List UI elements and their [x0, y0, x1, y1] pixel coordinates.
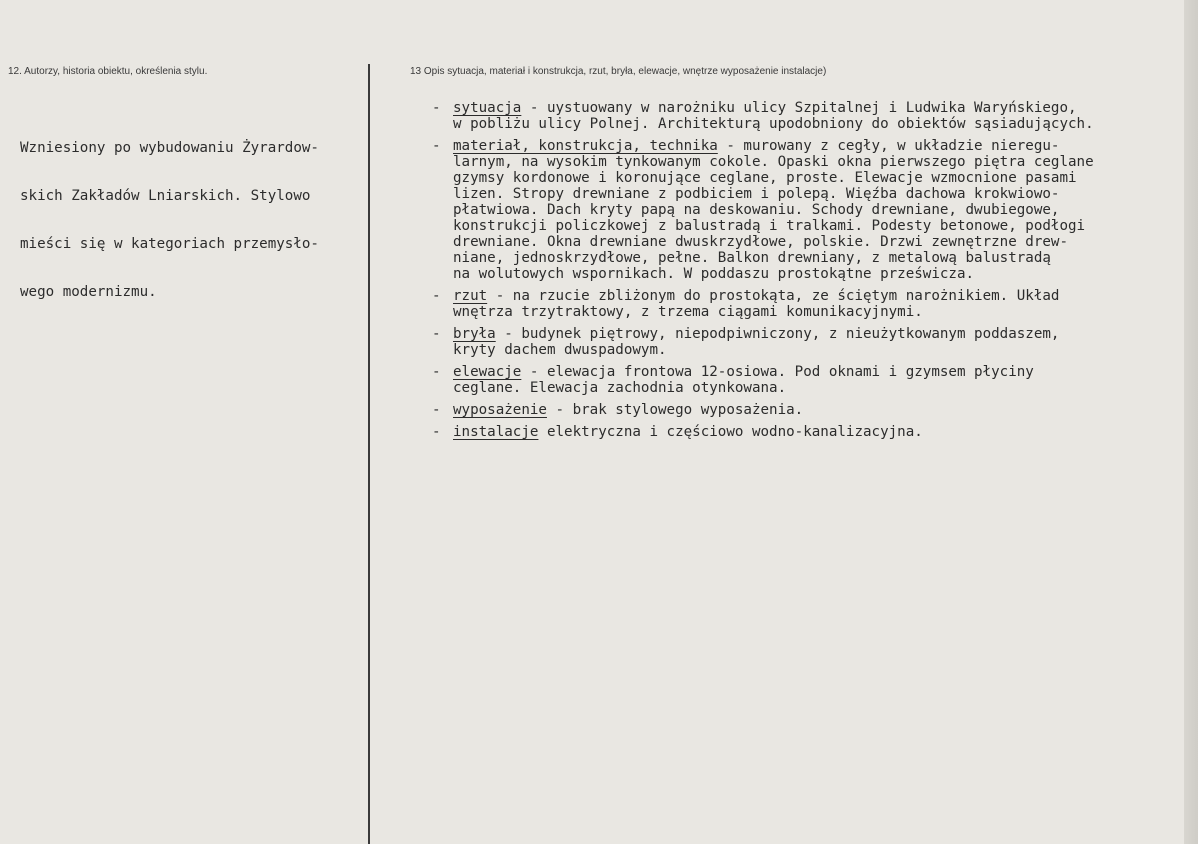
bullet-dash: - — [432, 288, 441, 304]
item-text: - elewacja frontowa 12-osiowa. Pod oknami i gzymsem płyciny — [521, 364, 1034, 380]
item-first-line — [453, 402, 1192, 418]
item-first-line — [453, 288, 1192, 304]
text-line: wego modernizmu. — [20, 284, 157, 300]
item-continuation-line: niane, jednoskrzydłowe, pełne. Balkon drewniany, z metalową balustradą — [453, 250, 1051, 266]
item-text: - murowany z cegły, w układzie nieregu- — [717, 138, 1060, 154]
section-12-heading: 12. Autorzy, historia obiektu, określenia stylu. — [8, 66, 208, 77]
list-item — [432, 288, 1192, 320]
list-item — [432, 326, 1192, 358]
bullet-dash: - — [432, 424, 441, 440]
item-continuation-line: larnym, na wysokim tynkowanym cokole. Opaski okna pierwszego piętra ceglane — [453, 154, 1094, 170]
list-item — [432, 100, 1192, 132]
bullet-dash: - — [432, 138, 441, 154]
item-label: elewacje — [453, 364, 522, 380]
item-continuation-line: wnętrza trzytraktowy, z trzema ciągami komunikacyjnymi. — [453, 304, 923, 320]
item-text: - uystuowany w narożniku ulicy Szpitalnej i Ludwika Waryńskiego, — [521, 100, 1077, 116]
item-first-line — [453, 138, 1192, 154]
bullet-dash: - — [432, 364, 441, 380]
bullet-dash: - — [432, 326, 441, 342]
item-text: - na rzucie zbliżonym do prostokąta, ze ściętym narożnikiem. Układ — [487, 288, 1060, 304]
item-first-line — [453, 424, 1192, 440]
item-label: materiał, konstrukcja, technika — [453, 138, 718, 154]
item-text: - brak stylowego wyposażenia. — [546, 402, 804, 418]
list-item — [432, 402, 1192, 418]
list-item — [432, 138, 1192, 282]
item-first-line — [453, 100, 1192, 116]
bullet-dash: - — [432, 402, 441, 418]
item-continuation-line: konstrukcji policzkowej z balustradą i tralkami. Podesty betonowe, podłogi — [453, 218, 1086, 234]
item-first-line — [453, 326, 1192, 342]
item-continuation-line: płatwiowa. Dach kryty papą na deskowaniu. Schody drewniane, dwubiegowe, — [453, 202, 1060, 218]
item-text: - budynek piętrowy, niepodpiwniczony, z nieużytkowanym poddaszem, — [495, 326, 1060, 342]
item-continuation-line: gzymsy kordonowe i koronujące ceglane, proste. Elewacje wzmocnione pasami — [453, 170, 1077, 186]
text-line: mieści się w kategoriach przemysło- — [20, 236, 319, 252]
style-history-text — [20, 108, 368, 316]
section-13-heading: 13 Opis sytuacja, materiał i konstrukcja, rzut, bryła, elewacje, wnętrze wyposażenie instalacje) — [410, 66, 827, 77]
item-continuation-line: na wolutowych wspornikach. W poddaszu prostokątne prześwicza. — [453, 266, 975, 282]
item-text: elektryczna i częściowo wodno-kanalizacyjna. — [538, 424, 923, 440]
item-label: sytuacja — [453, 100, 522, 116]
item-label: rzut — [453, 288, 488, 304]
item-continuation-line: w pobliżu ulicy Polnej. Architekturą upodobniony do obiektów sąsiadujących. — [453, 116, 1094, 132]
item-label: wyposażenie — [453, 402, 547, 418]
text-line: skich Zakładów Lniarskich. Stylowo — [20, 188, 311, 204]
text-line: Wzniesiony po wybudowaniu Żyrardow- — [20, 140, 319, 156]
description-list — [432, 100, 1192, 446]
item-label: bryła — [453, 326, 496, 342]
list-item — [432, 424, 1192, 440]
item-continuation-line: drewniane. Okna drewniane dwuskrzydłowe, polskie. Drzwi zewnętrzne drew- — [453, 234, 1068, 250]
item-label: instalacje — [453, 424, 539, 440]
item-continuation-line: ceglane. Elewacja zachodnia otynkowana. — [453, 380, 787, 396]
column-divider — [368, 64, 370, 844]
item-first-line — [453, 364, 1192, 380]
item-continuation-line: lizen. Stropy drewniane z podbiciem i polepą. Więźba dachowa krokwiowo- — [453, 186, 1060, 202]
bullet-dash: - — [432, 100, 441, 116]
item-continuation-line: kryty dachem dwuspadowym. — [453, 342, 667, 358]
list-item — [432, 364, 1192, 396]
